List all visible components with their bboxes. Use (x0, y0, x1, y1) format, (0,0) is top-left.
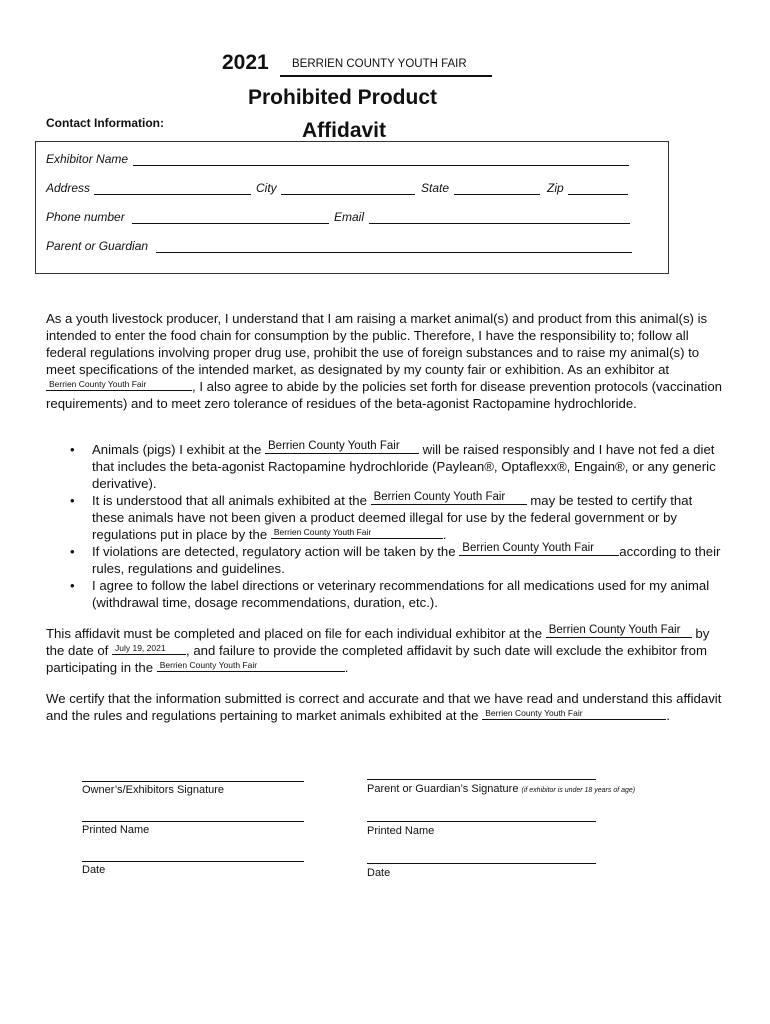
list-item: • It is understood that all animals exhibited at the Berrien County Youth Fair may be tested to certify that these animals have not been given a product deemed illegal for use by the federal government or by regulations put in place by the Berrien County Youth Fair . (70, 491, 693, 542)
phone-label: Phone number (46, 210, 125, 224)
parent-guardian-field[interactable] (156, 251, 632, 253)
fair-name-fill[interactable]: Berrien County Youth Fair (459, 543, 619, 556)
address-label: Address (46, 181, 91, 195)
parent-date-line[interactable] (367, 863, 596, 864)
bullet-icon: • (70, 493, 75, 508)
city-field[interactable] (281, 193, 415, 195)
contact-info-heading: Contact Information: (46, 116, 164, 130)
intro-paragraph: As a youth livestock producer, I understand that I am raising a market animal(s) and product from this animal(s) is intended to enter the food chain for consumption by the public. Therefore, I have the responsibility to; follow all federal regulations involving proper drug use, prohibit the use of foreign substances and to raise my animal(s) to meet specifications of the intended market, as designated by my county fair or exhibition. As an exhibitor at Berrien County Youth Fair , I also agree to abide by the policies set forth for disease prevention protocols (vaccination requirements) and to meet zero tolerance of residues of the beta-agonist Ractopamine hydrochloride. (46, 311, 722, 411)
fair-name-field[interactable] (280, 56, 492, 77)
state-field[interactable] (454, 193, 540, 195)
address-field[interactable] (94, 193, 251, 195)
page-title: Prohibited Product (248, 86, 437, 109)
fair-name-fill[interactable]: Berrien County Youth Fair (271, 526, 443, 539)
certify-paragraph: We certify that the information submitted is correct and accurate and that we have read and understand this affidavit and the rules and regulations pertaining to market animals exhibited at the Berrien County Youth Fair . (46, 691, 722, 723)
state-label: State (421, 181, 450, 195)
list-item: • Animals (pigs) I exhibit at the Berrien County Youth Fair will be raised responsibly and I have not fed a diet that includes the beta-agonist Ractopamine hydrochloride (Paylean®, Optaflexx®, Engain®, or any generic derivative). (70, 440, 716, 491)
phone-field[interactable] (132, 222, 329, 224)
fair-name-fill[interactable]: Berrien County Youth Fair (371, 492, 527, 505)
owner-printed-name-line[interactable] (82, 821, 304, 822)
bullet-icon: • (70, 442, 75, 457)
owner-signature-line[interactable] (82, 781, 304, 782)
fair-name-fill[interactable]: Berrien County Youth Fair (482, 707, 666, 720)
fair-name-value: BERRIEN COUNTY YOUTH FAIR (292, 58, 467, 70)
email-field[interactable] (369, 222, 630, 224)
fair-name-fill[interactable]: Berrien County Youth Fair (157, 659, 345, 672)
fair-name-fill[interactable]: Berrien County Youth Fair (546, 625, 692, 638)
agreement-list (46, 441, 722, 611)
parent-signature-line[interactable] (367, 779, 596, 780)
list-item: • If violations are detected, regulatory action will be taken by the Berrien County Youth Fair according to their rules, regulations and guidelines. (70, 542, 721, 576)
contact-info-box (35, 141, 669, 274)
bullet-icon: • (70, 544, 75, 559)
parent-printed-name-label: Printed Name (367, 825, 435, 837)
deadline-date-fill[interactable]: July 19, 2021 (112, 642, 186, 655)
affidavit-paragraph: This affidavit must be completed and placed on file for each individual exhibitor at the Berrien County Youth Fair by the date of July 19, 2021 , and failure to provide the completed affidavit by such date will exclude the exhibitor from participating in the Berrien County Youth Fair . (46, 624, 710, 675)
owner-printed-name-label: Printed Name (82, 824, 150, 836)
zip-field[interactable] (568, 193, 628, 195)
owner-signature-label: Owner’s/Exhibitors Signature (82, 784, 225, 796)
email-label: Email (334, 210, 365, 224)
zip-label: Zip (547, 181, 564, 195)
parent-signature-label: Parent or Guardian’s Signature (if exhibitor is under 18 years of age) (367, 783, 636, 795)
page-title-line2: Affidavit (302, 119, 386, 142)
parent-printed-name-line[interactable] (367, 821, 596, 822)
parent-guardian-label: Parent or Guardian (46, 239, 149, 253)
exhibitor-name-label: Exhibitor Name (46, 152, 129, 166)
form-year: 2021 (222, 51, 269, 74)
bullet-icon: • (70, 578, 75, 593)
owner-date-line[interactable] (82, 861, 304, 862)
owner-date-label: Date (82, 864, 106, 876)
parent-date-label: Date (367, 867, 391, 879)
city-label: City (256, 181, 277, 195)
exhibitor-name-field[interactable] (133, 164, 629, 166)
list-item: • I agree to follow the label directions or veterinary recommendations for all medications used for my animal (withdrawal time, dosage recommendations, duration, etc.). (70, 578, 710, 610)
fair-name-fill[interactable]: Berrien County Youth Fair (265, 441, 419, 454)
fair-name-fill[interactable]: Berrien County Youth Fair (46, 378, 192, 391)
